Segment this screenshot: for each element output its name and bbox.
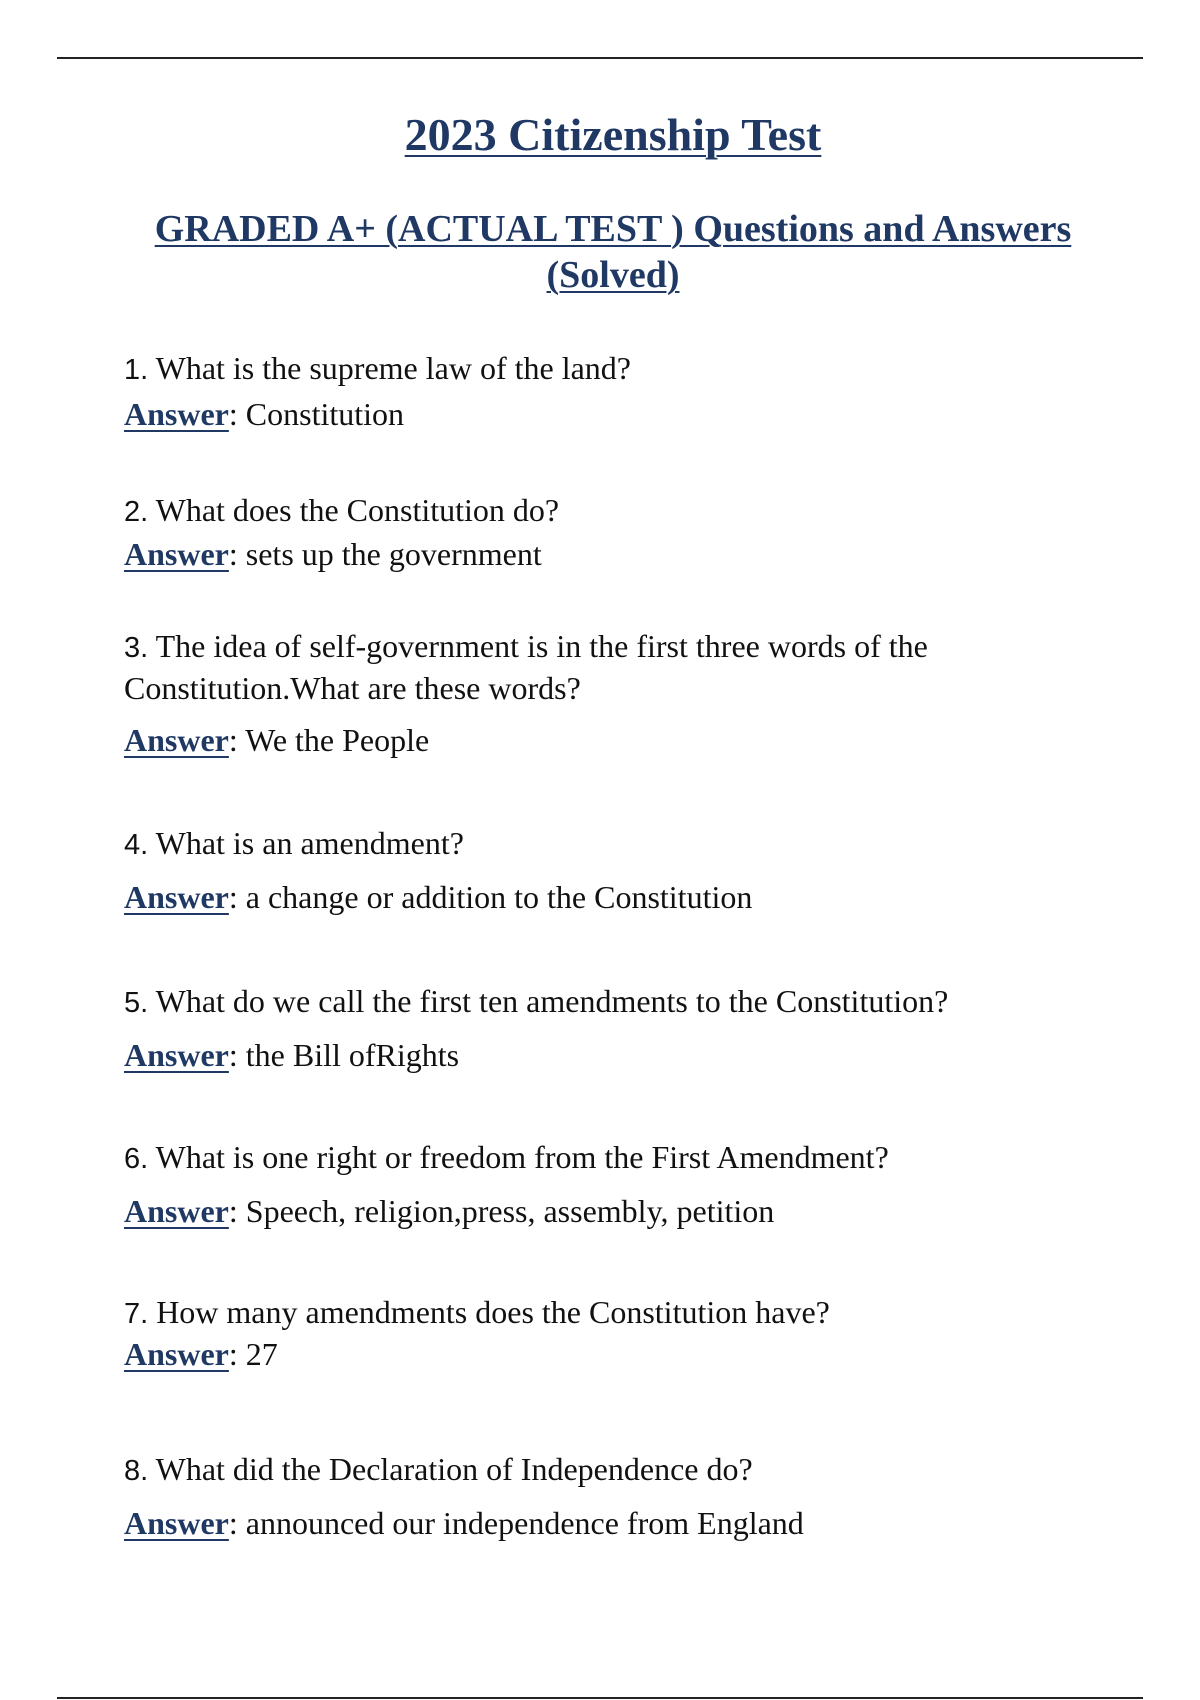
top-rule [57,57,1143,59]
qa-item-8 [124,1449,1134,1543]
answer-label: Answer [124,879,229,915]
answer-text: 27 [245,1336,278,1372]
question [124,626,1134,708]
answer-text: We the People [245,722,430,758]
answer-text: Speech, religion,press, assembly, petition [245,1193,775,1229]
qa-item-2 [124,490,1134,574]
question-number: 7. [124,1298,149,1330]
answer [124,1503,1134,1543]
question-number: 5. [124,987,149,1019]
qa-item-4 [124,823,1134,917]
question-number: 6. [124,1143,149,1175]
answer-separator: : [228,722,238,758]
question [124,981,1134,1023]
question [124,1137,1134,1179]
question-number: 8. [124,1455,149,1487]
question-number: 4. [124,829,149,861]
answer-text: sets up the government [245,536,542,572]
question [124,823,1134,865]
answer-label: Answer [124,536,229,572]
answer-text: a change or addition to the Constitution [245,879,753,915]
subtitle-text: GRADED A+ (ACTUAL TEST ) Questions and Answers (Solved) [154,208,1072,296]
answer-label: Answer [124,1505,229,1541]
answer [124,1334,1134,1374]
answer-separator: : [228,396,238,432]
question [124,1449,1134,1491]
answer-label: Answer [124,1037,229,1073]
question-number: 2. [124,496,149,528]
page-title: 2023 Citizenship Test [404,109,822,160]
question-text: What is an amendment? [155,825,464,861]
answer-separator: : [228,879,238,915]
answer-separator: : [228,1336,238,1372]
answer [124,534,1134,574]
question-text: What does the Constitution do? [155,492,560,528]
question [124,348,1134,390]
answer [124,1035,1134,1075]
question-number: 1. [124,354,149,386]
answer-label: Answer [124,396,229,432]
answer-separator: : [228,1037,238,1073]
answer-separator: : [228,1193,238,1229]
qa-item-5 [124,981,1134,1075]
answer-label: Answer [124,1336,229,1372]
question [124,1292,1134,1334]
question-text: What is the supreme law of the land? [155,350,631,386]
qa-item-3 [124,626,1134,760]
qa-item-6 [124,1137,1134,1231]
question-number: 3. [124,632,149,664]
answer [124,1191,1134,1231]
answer-text: Constitution [245,396,405,432]
bottom-rule [57,1697,1143,1699]
answer-separator: : [228,1505,238,1541]
question-text: What did the Declaration of Independence do? [155,1451,753,1487]
answer-label: Answer [124,1193,229,1229]
answer [124,720,1134,760]
question-text: What is one right or freedom from the First Amendment? [155,1139,889,1175]
question-text: How many amendments does the Constitution have? [156,1294,830,1330]
question-text: The idea of self-government is in the first three words of the Constitution.What are these words? [124,628,928,706]
answer-separator: : [228,536,238,572]
answer-text: the Bill ofRights [245,1037,460,1073]
page-subtitle [100,206,1126,298]
answer [124,394,1134,434]
answer-text: announced our independence from England [245,1505,804,1541]
question [124,490,1134,532]
answer [124,877,1134,917]
answer-label: Answer [124,722,229,758]
question-text: What do we call the first ten amendments to the Constitution? [155,983,949,1019]
qa-item-1 [124,348,1134,434]
qa-item-7 [124,1292,1134,1374]
